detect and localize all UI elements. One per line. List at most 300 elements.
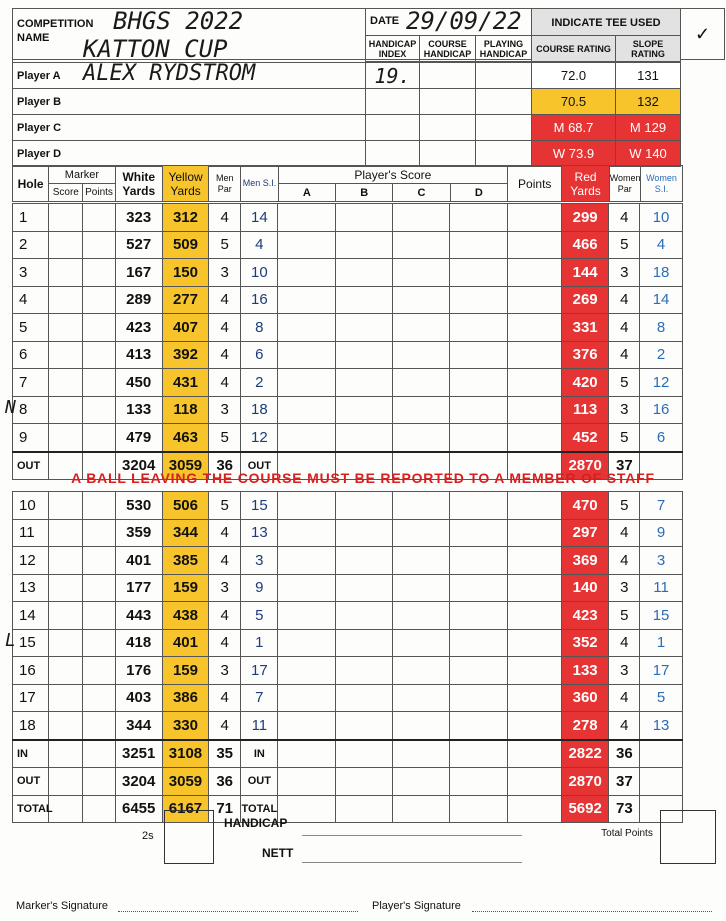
player-b-header: B	[335, 184, 392, 202]
white-yards-cell: 289	[115, 286, 162, 314]
white-yards-cell: 177	[115, 574, 162, 602]
slope-rating-cell: 132	[616, 89, 681, 115]
white-yards-cell: 133	[115, 396, 162, 424]
marker-score-cell[interactable]	[49, 231, 83, 259]
hole-row	[13, 629, 724, 657]
hole-number-cell	[13, 204, 49, 232]
marker-score-cell[interactable]	[49, 519, 83, 547]
men-par-cell: 4	[209, 602, 241, 630]
spacer-cell	[682, 657, 723, 685]
playing-handicap-cell[interactable]	[476, 89, 532, 115]
player-name-cell[interactable]	[13, 141, 366, 167]
marker-score-cell[interactable]	[49, 492, 83, 520]
red-yards-cell: 331	[562, 314, 609, 342]
points-cell[interactable]	[507, 519, 561, 547]
course-handicap-cell[interactable]	[420, 63, 476, 89]
player-b-score-cell[interactable]	[335, 519, 392, 547]
marker-points-cell[interactable]	[83, 602, 115, 630]
spacer-cell	[682, 712, 723, 740]
player-signature-label: Player's Signature	[372, 900, 461, 912]
player-d-score-cell[interactable]	[450, 396, 507, 424]
indicate-tee-label: INDICATE TEE USED	[551, 17, 661, 29]
white-yards-total: 6455	[115, 795, 162, 823]
player-a-score-cell[interactable]	[278, 629, 335, 657]
player-d-score-cell[interactable]	[450, 492, 507, 520]
player-name-cell[interactable]	[13, 115, 366, 141]
spacer-cell	[682, 684, 723, 712]
handicap-index-cell[interactable]	[366, 89, 420, 115]
marker-points-cell[interactable]	[83, 629, 115, 657]
player-b-score-cell[interactable]	[335, 286, 392, 314]
men-par-header: Men Par	[209, 166, 241, 202]
player-d-score-cell[interactable]	[450, 519, 507, 547]
spacer-cell	[682, 204, 723, 232]
total-label: IN	[13, 740, 49, 768]
marker-points-total-cell[interactable]	[83, 768, 115, 796]
points-cell[interactable]	[507, 547, 561, 575]
marker-points-cell[interactable]	[83, 314, 115, 342]
player-label: Player B	[17, 96, 62, 108]
player-d-score-cell[interactable]	[450, 574, 507, 602]
men-par-cell: 3	[209, 259, 241, 287]
red-yards-total: 2870	[562, 768, 609, 796]
spacer-cell	[682, 424, 723, 452]
player-c-score-cell[interactable]	[393, 424, 450, 452]
women-par-cell: 4	[609, 547, 640, 575]
player-name-cell[interactable]	[13, 63, 366, 89]
player-a-score-cell[interactable]	[278, 574, 335, 602]
points-cell[interactable]	[507, 204, 561, 232]
points-cell[interactable]	[507, 231, 561, 259]
red-yards-cell: 133	[562, 657, 609, 685]
men-si-cell: 4	[241, 231, 278, 259]
player-c-score-cell[interactable]	[393, 314, 450, 342]
player-b-score-cell[interactable]	[335, 259, 392, 287]
red-yards-cell: 470	[562, 492, 609, 520]
women-si-cell: 11	[640, 574, 682, 602]
marker-points-cell[interactable]	[83, 369, 115, 397]
player-a-score-cell[interactable]	[278, 396, 335, 424]
player-name: ALEX RYDSTROM	[83, 61, 256, 86]
player-c-score-cell[interactable]	[393, 684, 450, 712]
women-par-header: Women Par	[609, 166, 640, 202]
men-par-cell: 4	[209, 369, 241, 397]
hole-number: 10	[19, 496, 36, 514]
slope-rating-cell: W 140	[616, 141, 681, 167]
marker-score-cell[interactable]	[49, 396, 83, 424]
hole-number: 12	[19, 551, 36, 569]
course-rating-header: COURSE RATING	[532, 36, 616, 62]
player-b-score-cell[interactable]	[335, 602, 392, 630]
women-par-cell: 4	[609, 341, 640, 369]
marker-points-cell[interactable]	[83, 684, 115, 712]
yellow-yards-cell: 392	[162, 341, 208, 369]
white-yards-total: 3204	[115, 768, 162, 796]
player-b-total-cell[interactable]	[335, 768, 392, 796]
women-si-cell: 2	[640, 341, 682, 369]
marker-points-cell[interactable]	[83, 657, 115, 685]
handicap-index-cell[interactable]	[366, 115, 420, 141]
women-si-cell: 7	[640, 492, 682, 520]
spacer-cell	[681, 89, 725, 115]
player-a-score-cell[interactable]	[278, 259, 335, 287]
yellow-yards-total: 6167	[162, 795, 208, 823]
total-label: OUT	[13, 452, 49, 480]
marker-points-cell[interactable]	[83, 204, 115, 232]
nett-field[interactable]	[302, 837, 522, 863]
player-c-total-cell[interactable]	[393, 768, 450, 796]
marker-score-total-cell[interactable]	[49, 768, 83, 796]
yellow-yards-total: 3108	[162, 740, 208, 768]
marker-score-cell[interactable]	[49, 424, 83, 452]
footer-block	[12, 810, 724, 870]
player-a-score-cell[interactable]	[278, 712, 335, 740]
spacer-cell	[682, 602, 723, 630]
men-si-cell: 6	[241, 341, 278, 369]
white-yards-total: 3251	[115, 740, 162, 768]
white-yards-cell: 403	[115, 684, 162, 712]
women-si-cell: 15	[640, 602, 682, 630]
red-yards-cell: 299	[562, 204, 609, 232]
yellow-yards-cell: 506	[162, 492, 208, 520]
player-b-score-cell[interactable]	[335, 369, 392, 397]
marker-signature-label: Marker's Signature	[16, 900, 108, 912]
points-cell[interactable]	[507, 259, 561, 287]
women-si-cell: 4	[640, 231, 682, 259]
marker-score-cell[interactable]	[49, 259, 83, 287]
player-c-score-cell[interactable]	[393, 519, 450, 547]
player-b-total-cell[interactable]	[335, 740, 392, 768]
player-c-score-cell[interactable]	[393, 574, 450, 602]
course-handicap-cell[interactable]	[420, 89, 476, 115]
player-d-score-cell[interactable]	[450, 424, 507, 452]
hole-row	[13, 712, 724, 740]
hole-number-cell	[13, 519, 49, 547]
spacer-cell	[682, 740, 723, 768]
marker-score-cell[interactable]	[49, 204, 83, 232]
men-si-cell: 3	[241, 547, 278, 575]
spacer-cell	[682, 286, 723, 314]
player-d-score-cell[interactable]	[450, 341, 507, 369]
player-label: Player D	[17, 148, 62, 160]
player-b-score-cell[interactable]	[335, 492, 392, 520]
spacer-cell	[682, 231, 723, 259]
player-b-score-cell[interactable]	[335, 204, 392, 232]
men-si-cell: 11	[241, 712, 278, 740]
course-handicap-cell[interactable]	[420, 115, 476, 141]
handicap-index-cell[interactable]	[366, 141, 420, 167]
women-par-cell: 4	[609, 712, 640, 740]
player-c-score-cell[interactable]	[393, 369, 450, 397]
women-si-total-cell	[640, 768, 682, 796]
player-a-score-cell[interactable]	[278, 369, 335, 397]
holes-header	[12, 165, 724, 202]
marker-signature-line[interactable]	[118, 911, 358, 912]
hole-number-cell	[13, 424, 49, 452]
player-c-score-cell[interactable]	[393, 286, 450, 314]
points-cell[interactable]	[507, 574, 561, 602]
player-a-total-cell[interactable]	[278, 740, 335, 768]
player-c-score-cell[interactable]	[393, 657, 450, 685]
marker-score-total-cell[interactable]	[49, 740, 83, 768]
hole-number-cell	[13, 657, 49, 685]
player-label: Player A	[17, 70, 61, 82]
red-yards-cell: 376	[562, 341, 609, 369]
player-b-score-cell[interactable]	[335, 341, 392, 369]
total-points-label: Total Points	[601, 828, 653, 839]
players-block	[12, 62, 724, 167]
player-a-score-cell[interactable]	[278, 602, 335, 630]
marker-points-cell[interactable]	[83, 547, 115, 575]
women-par-cell: 4	[609, 684, 640, 712]
player-c-score-cell[interactable]	[393, 712, 450, 740]
player-a-score-cell[interactable]	[278, 314, 335, 342]
player-a-score-cell[interactable]	[278, 519, 335, 547]
marker-score-cell[interactable]	[49, 602, 83, 630]
men-si-cell: 12	[241, 424, 278, 452]
points-cell[interactable]	[507, 629, 561, 657]
women-par-cell: 3	[609, 259, 640, 287]
player-b-score-cell[interactable]	[335, 314, 392, 342]
marker-points-cell[interactable]	[83, 396, 115, 424]
player-a-score-cell[interactable]	[278, 684, 335, 712]
player-a-score-cell[interactable]	[278, 286, 335, 314]
men-si-cell: 15	[241, 492, 278, 520]
hole-number: 9	[19, 428, 28, 446]
hole-number: 2	[19, 236, 28, 254]
yellow-yards-cell: 386	[162, 684, 208, 712]
marker-score-header: Score	[49, 184, 83, 202]
points-cell[interactable]	[507, 657, 561, 685]
hole-number-cell	[5, 629, 49, 657]
player-a-score-cell[interactable]	[278, 231, 335, 259]
marker-points-cell[interactable]	[83, 519, 115, 547]
hole-number-cell	[13, 712, 49, 740]
total-points-box[interactable]	[660, 810, 716, 864]
hole-number: 13	[19, 579, 36, 597]
player-name-cell[interactable]	[13, 89, 366, 115]
points-cell[interactable]	[507, 314, 561, 342]
player-a-score-cell[interactable]	[278, 657, 335, 685]
points-cell[interactable]	[507, 396, 561, 424]
hole-row	[13, 684, 724, 712]
twos-label: 2s	[142, 830, 154, 842]
players-score-header: Player's Score	[278, 166, 507, 184]
hole-number-cell	[13, 286, 49, 314]
tee-used-tick[interactable]: ✓	[681, 9, 725, 60]
hole-row	[13, 492, 724, 520]
player-d-score-cell[interactable]	[450, 547, 507, 575]
men-si-cell: 14	[241, 204, 278, 232]
hole-row	[13, 314, 724, 342]
player-d-total-cell[interactable]	[450, 740, 507, 768]
player-d-total-cell[interactable]	[450, 768, 507, 796]
women-par-cell: 5	[609, 602, 640, 630]
marker-score-cell[interactable]	[49, 684, 83, 712]
course-rating-cell: W 73.9	[532, 141, 616, 167]
marker-score-cell[interactable]	[49, 574, 83, 602]
player-c-total-cell[interactable]	[393, 740, 450, 768]
women-si-cell: 14	[640, 286, 682, 314]
spacer-cell	[682, 519, 723, 547]
points-cell[interactable]	[507, 341, 561, 369]
marker-points-cell[interactable]	[83, 712, 115, 740]
hole-number: 15	[19, 634, 36, 652]
player-b-score-cell[interactable]	[335, 574, 392, 602]
points-total-cell[interactable]	[507, 740, 561, 768]
hole-number: 3	[19, 263, 28, 281]
hole-number: 1	[19, 208, 28, 226]
yellow-yards-cell: 431	[162, 369, 208, 397]
men-si-cell: 13	[241, 519, 278, 547]
women-par-cell: 4	[609, 629, 640, 657]
twos-box[interactable]	[164, 810, 214, 864]
player-c-score-cell[interactable]	[393, 492, 450, 520]
points-cell[interactable]	[507, 492, 561, 520]
hole-number-cell	[13, 231, 49, 259]
marker-points-cell[interactable]	[83, 492, 115, 520]
player-d-score-cell[interactable]	[450, 231, 507, 259]
points-cell[interactable]	[507, 369, 561, 397]
total-si-label: OUT	[241, 768, 278, 796]
player-b-score-cell[interactable]	[335, 547, 392, 575]
yellow-yards-cell: 118	[162, 396, 208, 424]
points-cell[interactable]	[507, 424, 561, 452]
player-a-score-cell[interactable]	[278, 424, 335, 452]
men-par-cell: 4	[209, 341, 241, 369]
player-b-score-cell[interactable]	[335, 424, 392, 452]
marker-score-cell[interactable]	[49, 286, 83, 314]
player-d-score-cell[interactable]	[450, 369, 507, 397]
white-yards-cell: 530	[115, 492, 162, 520]
white-yards-cell: 418	[115, 629, 162, 657]
hole-number: 5	[19, 318, 28, 336]
slope-rating-cell: M 129	[616, 115, 681, 141]
total-label: TOTAL	[13, 795, 49, 823]
player-c-score-cell[interactable]	[393, 231, 450, 259]
handicap-field[interactable]	[302, 810, 522, 836]
marker-points-cell[interactable]	[83, 424, 115, 452]
marker-score-cell[interactable]	[49, 341, 83, 369]
player-d-score-cell[interactable]	[450, 684, 507, 712]
player-c-score-cell[interactable]	[393, 629, 450, 657]
men-si-cell: 2	[241, 369, 278, 397]
red-yards-cell: 113	[562, 396, 609, 424]
red-yards-cell: 420	[562, 369, 609, 397]
slope-rating-header: SLOPE RATING	[616, 36, 681, 62]
red-yards-cell: 352	[562, 629, 609, 657]
player-d-score-cell[interactable]	[450, 259, 507, 287]
women-si-cell: 3	[640, 547, 682, 575]
player-row	[13, 89, 725, 115]
player-a-score-cell[interactable]	[278, 547, 335, 575]
hole-number: 8	[19, 401, 28, 419]
player-b-score-cell[interactable]	[335, 629, 392, 657]
marker-score-cell[interactable]	[49, 369, 83, 397]
player-c-score-cell[interactable]	[393, 204, 450, 232]
points-cell[interactable]	[507, 602, 561, 630]
player-d-score-cell[interactable]	[450, 602, 507, 630]
player-c-score-cell[interactable]	[393, 602, 450, 630]
date-value: 29/09/22	[406, 7, 522, 35]
points-cell[interactable]	[507, 712, 561, 740]
player-b-score-cell[interactable]	[335, 396, 392, 424]
hole-row	[13, 424, 724, 452]
red-yards-cell: 369	[562, 547, 609, 575]
player-b-score-cell[interactable]	[335, 231, 392, 259]
player-d-score-cell[interactable]	[450, 657, 507, 685]
hole-row	[13, 657, 724, 685]
hole-number: 7	[19, 373, 28, 391]
hole-number-cell	[13, 492, 49, 520]
handicap-index-cell[interactable]: 19.	[366, 63, 420, 89]
player-a-score-cell[interactable]	[278, 204, 335, 232]
player-a-header: A	[278, 184, 335, 202]
marker-score-cell[interactable]	[49, 657, 83, 685]
player-d-score-cell[interactable]	[450, 629, 507, 657]
marker-points-cell[interactable]	[83, 259, 115, 287]
hole-annotation-mark: N	[5, 396, 16, 418]
back-nine-block	[5, 491, 724, 823]
player-d-score-cell[interactable]	[450, 286, 507, 314]
player-b-score-cell[interactable]	[335, 657, 392, 685]
hole-row	[13, 259, 724, 287]
playing-handicap-cell[interactable]	[476, 115, 532, 141]
player-d-score-cell[interactable]	[450, 314, 507, 342]
marker-points-cell[interactable]	[83, 341, 115, 369]
player-b-score-cell[interactable]	[335, 684, 392, 712]
white-yards-cell: 359	[115, 519, 162, 547]
women-si-cell: 6	[640, 424, 682, 452]
hole-number: 16	[19, 661, 36, 679]
hole-number: 14	[19, 606, 36, 624]
player-c-score-cell[interactable]	[393, 547, 450, 575]
player-d-score-cell[interactable]	[450, 712, 507, 740]
marker-points-total-cell[interactable]	[83, 740, 115, 768]
player-a-score-cell[interactable]	[278, 341, 335, 369]
player-c-score-cell[interactable]	[393, 341, 450, 369]
marker-score-cell[interactable]	[49, 629, 83, 657]
points-cell[interactable]	[507, 286, 561, 314]
marker-score-cell[interactable]	[49, 547, 83, 575]
player-a-total-cell[interactable]	[278, 768, 335, 796]
marker-points-cell[interactable]	[83, 231, 115, 259]
player-a-score-cell[interactable]	[278, 492, 335, 520]
marker-points-cell[interactable]	[83, 286, 115, 314]
playing-handicap-cell[interactable]	[476, 141, 532, 167]
women-si-cell: 8	[640, 314, 682, 342]
total-si-label: IN	[241, 740, 278, 768]
white-yards-header: White Yards	[115, 166, 162, 202]
playing-handicap-cell[interactable]	[476, 63, 532, 89]
marker-points-cell[interactable]	[83, 574, 115, 602]
course-handicap-header: COURSE HANDICAP	[420, 36, 476, 62]
player-d-score-cell[interactable]	[450, 204, 507, 232]
player-signature-line[interactable]	[472, 911, 712, 912]
marker-score-cell[interactable]	[49, 712, 83, 740]
men-par-total: 35	[209, 740, 241, 768]
player-b-score-cell[interactable]	[335, 712, 392, 740]
white-yards-cell: 450	[115, 369, 162, 397]
hole-number-cell	[13, 684, 49, 712]
course-handicap-cell[interactable]	[420, 141, 476, 167]
points-cell[interactable]	[507, 684, 561, 712]
marker-score-cell[interactable]	[49, 314, 83, 342]
women-par-cell: 3	[609, 574, 640, 602]
points-total-cell[interactable]	[507, 768, 561, 796]
player-c-score-cell[interactable]	[393, 396, 450, 424]
player-c-score-cell[interactable]	[393, 259, 450, 287]
